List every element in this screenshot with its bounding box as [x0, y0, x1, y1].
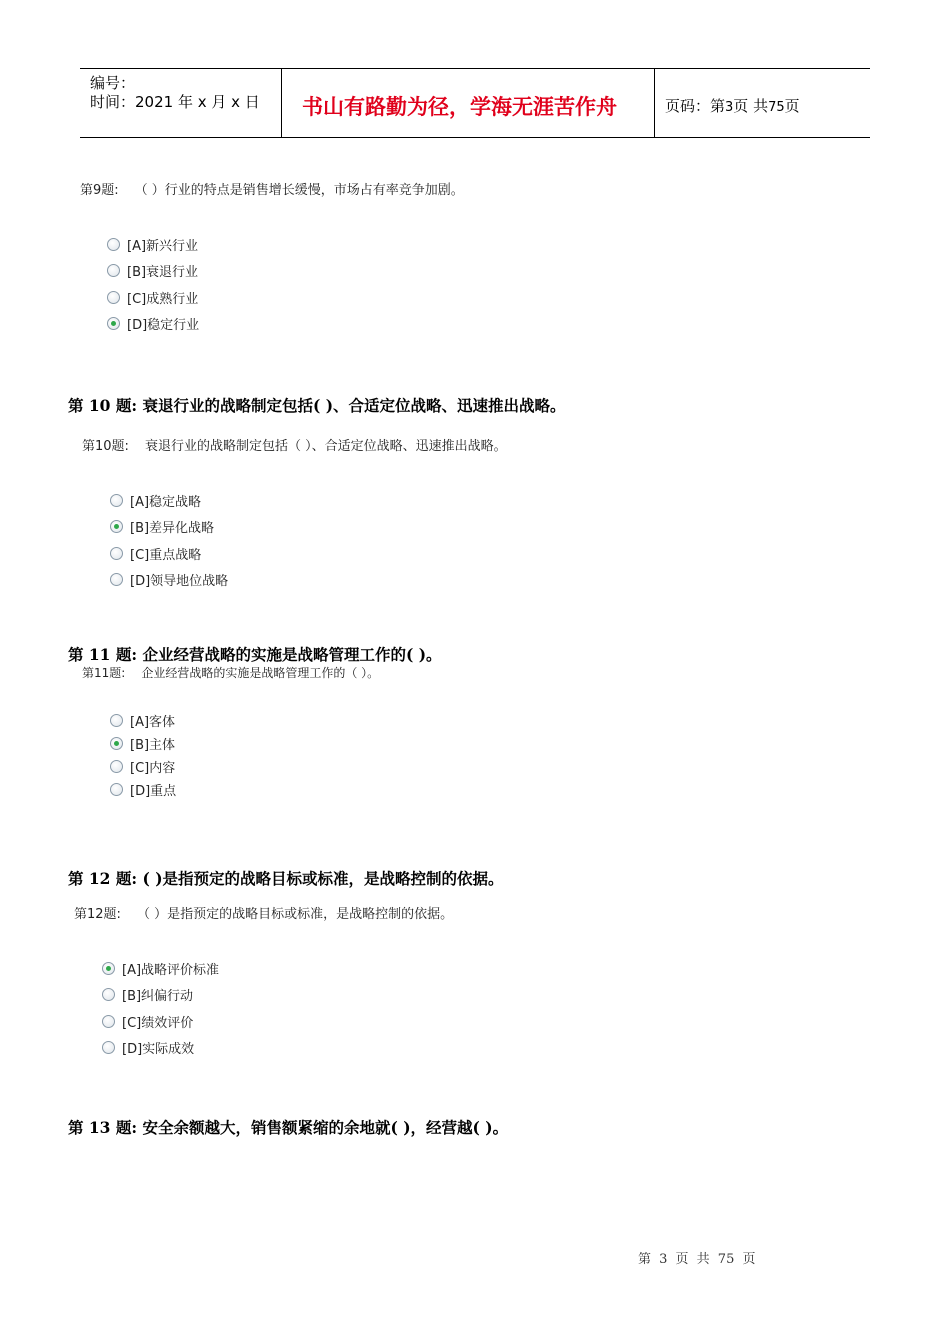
radio-button[interactable] [110, 573, 123, 586]
question-heading: 第 13 题: 安全余额越大，销售额紧缩的余地就( )，经营越( )。 [68, 1118, 509, 1137]
option-c[interactable]: [C]重点战略 [110, 540, 228, 567]
header-motto: 书山有路勤为径，学海无涯苦作舟 [302, 95, 617, 119]
radio-button[interactable] [110, 547, 123, 560]
option-c[interactable]: [C]绩效评价 [102, 1008, 219, 1035]
radio-button[interactable] [107, 317, 120, 330]
option-list [110, 709, 176, 801]
radio-button[interactable] [110, 737, 123, 750]
option-d[interactable]: [D]实际成效 [102, 1035, 219, 1062]
question-prompt: 第12题: （ ）是指预定的战略目标或标准，是战略控制的依据。 [74, 907, 454, 922]
serial-label: 编号： [90, 74, 136, 92]
option-d[interactable]: [D]领导地位战略 [110, 567, 228, 594]
header-divider [281, 69, 282, 137]
radio-button[interactable] [102, 1015, 115, 1028]
radio-button[interactable] [102, 988, 115, 1001]
option-b[interactable]: [B]差异化战略 [110, 514, 228, 541]
option-a[interactable]: [A]稳定战略 [110, 487, 228, 514]
page-footer: 第 3 页 共 75 页 [638, 1252, 756, 1267]
option-d[interactable]: [D]稳定行业 [107, 311, 199, 338]
page-header [80, 68, 870, 138]
option-list [102, 955, 219, 1061]
header-divider [654, 69, 655, 137]
question-heading: 第 11 题: 企业经营战略的实施是战略管理工作的( )。 [68, 645, 442, 664]
option-list [110, 487, 228, 593]
question-prompt: 第9题: （ ）行业的特点是销售增长缓慢，市场占有率竞争加剧。 [80, 183, 464, 198]
option-c[interactable]: [C]内容 [110, 755, 176, 778]
option-a[interactable]: [A]战略评价标准 [102, 955, 219, 982]
radio-button[interactable] [107, 264, 120, 277]
radio-button[interactable] [110, 714, 123, 727]
page-indicator: 页码：第3页 共75页 [665, 97, 800, 115]
option-b[interactable]: [B]主体 [110, 732, 176, 755]
radio-button[interactable] [107, 238, 120, 251]
radio-button[interactable] [102, 962, 115, 975]
radio-button[interactable] [110, 783, 123, 796]
question-heading: 第 10 题: 衰退行业的战略制定包括( )、合适定位战略、迅速推出战略。 [68, 396, 566, 415]
option-list [107, 231, 199, 337]
radio-button[interactable] [107, 291, 120, 304]
option-a[interactable]: [A]新兴行业 [107, 231, 199, 258]
option-a[interactable]: [A]客体 [110, 709, 176, 732]
radio-button[interactable] [110, 520, 123, 533]
date-line: 时间：2021 年 x 月 x 日 [90, 93, 260, 111]
option-b[interactable]: [B]纠偏行动 [102, 982, 219, 1009]
option-c[interactable]: [C]成熟行业 [107, 284, 199, 311]
radio-button[interactable] [102, 1041, 115, 1054]
radio-button[interactable] [110, 760, 123, 773]
question-heading: 第 12 题: ( )是指预定的战略目标或标准，是战略控制的依据。 [68, 869, 504, 888]
option-b[interactable]: [B]衰退行业 [107, 258, 199, 285]
question-prompt: 第10题: 衰退行业的战略制定包括（ ）、合适定位战略、迅速推出战略。 [82, 439, 507, 454]
option-d[interactable]: [D]重点 [110, 778, 176, 801]
radio-button[interactable] [110, 494, 123, 507]
question-prompt: 第11题: 企业经营战略的实施是战略管理工作的（ ）。 [82, 666, 380, 680]
